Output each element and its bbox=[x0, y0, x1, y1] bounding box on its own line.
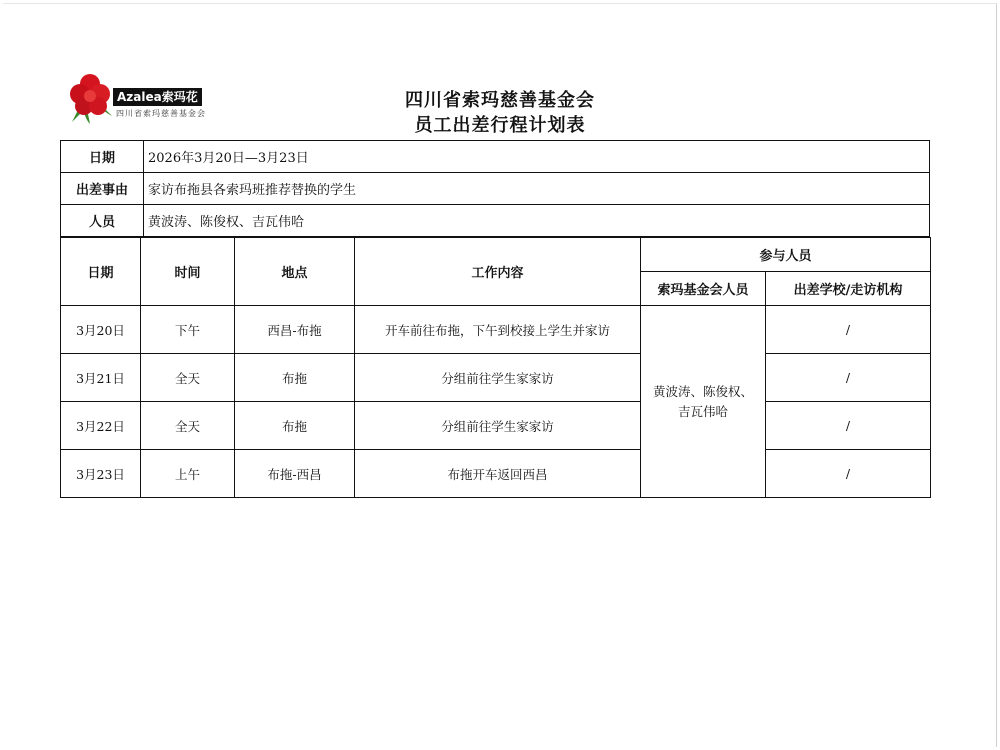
row-time: 全天 bbox=[141, 402, 235, 450]
logo-subtitle: 四川省索玛慈善基金会 bbox=[116, 109, 206, 118]
reason-label: 出差事由 bbox=[61, 173, 144, 205]
row-work: 布拖开车返回西昌 bbox=[355, 450, 641, 498]
row-work: 分组前往学生家家访 bbox=[355, 354, 641, 402]
row-time: 上午 bbox=[141, 450, 235, 498]
row-work: 开车前往布拖，下午到校接上学生并家访 bbox=[355, 306, 641, 354]
row-work: 分组前往学生家家访 bbox=[355, 402, 641, 450]
schedule-header-row bbox=[61, 238, 931, 272]
table-row bbox=[61, 450, 931, 498]
row-date: 3月23日 bbox=[61, 450, 141, 498]
header-date: 日期 bbox=[61, 238, 141, 306]
header-time: 时间 bbox=[141, 238, 235, 306]
schedule-table bbox=[60, 237, 931, 498]
date-label: 日期 bbox=[61, 141, 144, 173]
header-place: 地点 bbox=[235, 238, 355, 306]
reason-row bbox=[61, 173, 930, 205]
header-staff: 索玛基金会人员 bbox=[641, 272, 766, 306]
people-label: 人员 bbox=[61, 205, 144, 237]
row-date: 3月21日 bbox=[61, 354, 141, 402]
table-row bbox=[61, 402, 931, 450]
logo-brand-text: Azalea索玛花 bbox=[113, 88, 202, 106]
table-row bbox=[61, 354, 931, 402]
row-school: / bbox=[766, 306, 931, 354]
page-title: 四川省索玛慈善基金会 bbox=[405, 90, 595, 111]
header-school: 出差学校/走访机构 bbox=[766, 272, 931, 306]
trip-info-table bbox=[60, 140, 930, 237]
row-time: 下午 bbox=[141, 306, 235, 354]
header-participants: 参与人员 bbox=[641, 238, 931, 272]
row-date: 3月20日 bbox=[61, 306, 141, 354]
row-place: 布拖 bbox=[235, 402, 355, 450]
row-school: / bbox=[766, 354, 931, 402]
date-row bbox=[61, 141, 930, 173]
page-subtitle: 员工出差行程计划表 bbox=[414, 115, 586, 136]
people-value: 黄波涛、陈俊权、吉瓦伟哈 bbox=[144, 205, 930, 237]
row-place: 布拖-西昌 bbox=[235, 450, 355, 498]
people-row bbox=[61, 205, 930, 237]
row-school: / bbox=[766, 450, 931, 498]
staff-cell: 黄波涛、陈俊权、吉瓦伟哈 bbox=[641, 306, 766, 498]
row-place: 布拖 bbox=[235, 354, 355, 402]
row-time: 全天 bbox=[141, 354, 235, 402]
table-row bbox=[61, 306, 931, 354]
date-value: 2026年3月20日—3月23日 bbox=[144, 141, 930, 173]
row-school: / bbox=[766, 402, 931, 450]
row-place: 西昌-布拖 bbox=[235, 306, 355, 354]
row-date: 3月22日 bbox=[61, 402, 141, 450]
reason-value: 家访布拖县各索玛班推荐替换的学生 bbox=[144, 173, 930, 205]
header-work: 工作内容 bbox=[355, 238, 641, 306]
